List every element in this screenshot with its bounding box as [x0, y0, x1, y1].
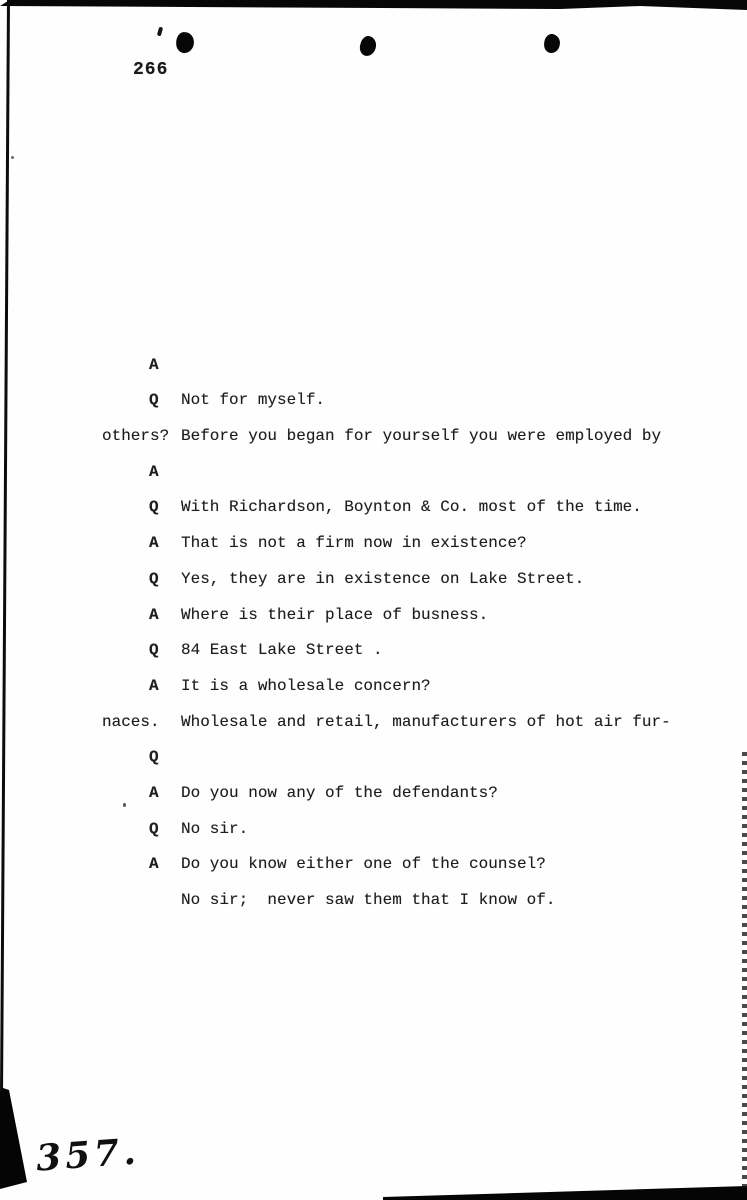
line-text: That is not a firm now in existence?	[181, 534, 527, 553]
line-text: Where is their place of busness.	[181, 605, 489, 624]
line-text: Not for myself.	[181, 391, 326, 410]
speaker-label: A	[149, 605, 159, 624]
page-number: 266	[133, 60, 169, 80]
speaker-label: A	[149, 355, 159, 374]
line-text: Yes, they are in existence on Lake Street.	[181, 569, 585, 588]
line-text: naces.	[102, 712, 160, 731]
line-text: Do you now any of the defendants?	[181, 783, 498, 802]
line-text: With Richardson, Boynton & Co. most of the time.	[181, 498, 642, 517]
ink-blot	[543, 33, 560, 53]
transcript-line	[0, 705, 747, 802]
ink-blot	[175, 31, 196, 54]
speaker-label: Q	[149, 569, 159, 588]
speaker-label: Q	[149, 819, 159, 838]
speaker-label: A	[149, 783, 159, 802]
speaker-label: Q	[149, 498, 159, 517]
line-text: Do you know either one of the counsel?	[181, 855, 546, 874]
speaker-label: Q	[149, 391, 159, 410]
bottom-edge-shadow	[383, 1186, 747, 1200]
line-text: No sir; never saw them that I know of.	[181, 891, 556, 910]
speaker-label: A	[149, 676, 159, 695]
line-text: It is a wholesale concern?	[181, 676, 431, 695]
speaker-label: A	[149, 534, 159, 553]
bottom-left-corner-wedge	[0, 1088, 27, 1189]
speaker-label: Q	[149, 641, 159, 660]
speaker-label: A	[149, 462, 159, 481]
ink-blot	[359, 35, 377, 56]
transcript-body	[0, 312, 747, 910]
folio-number-handwritten: 357.	[34, 1130, 142, 1180]
transcript-line	[0, 312, 747, 410]
line-text: others?	[102, 427, 170, 446]
transcript-line	[0, 419, 747, 517]
speaker-label: Q	[149, 748, 159, 767]
line-text: Before you began for yourself you were employed by	[181, 427, 662, 446]
line-text: No sir.	[181, 819, 249, 838]
speaker-label: A	[149, 855, 159, 874]
ink-tick-mark	[157, 27, 163, 37]
paper-speck	[11, 156, 14, 159]
top-edge-shadow	[0, 0, 747, 10]
line-text: 84 East Lake Street .	[181, 641, 383, 660]
line-text: Wholesale and retail, manufacturers of hot air fur-	[181, 712, 671, 731]
